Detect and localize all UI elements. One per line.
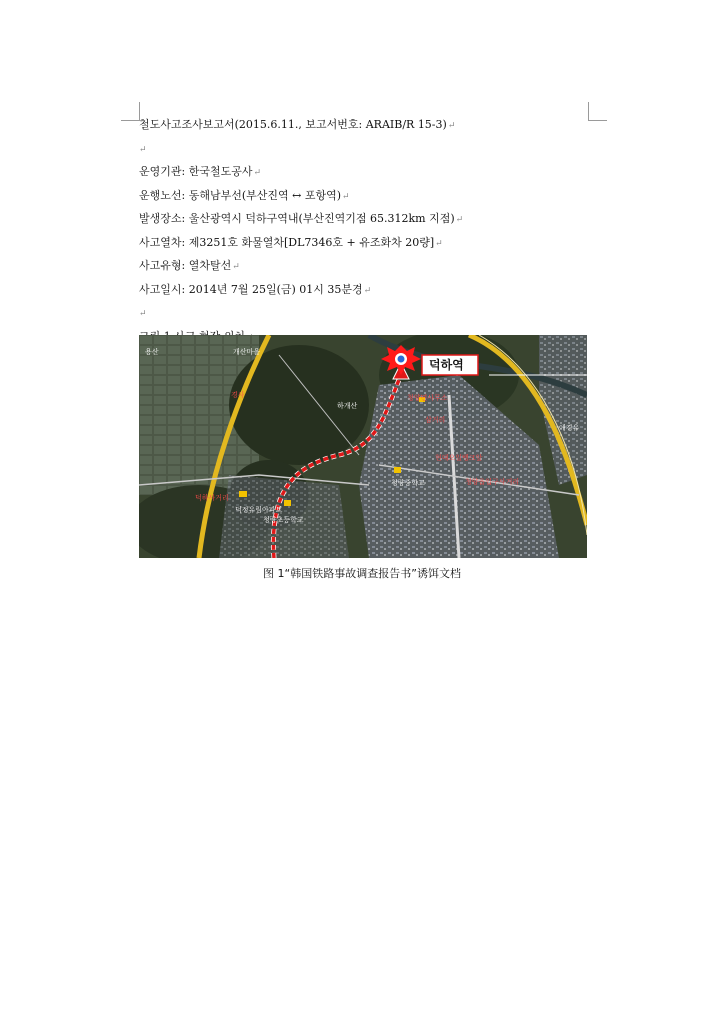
margin-corner-mark — [588, 102, 607, 121]
report-title-line: 철도사고조사보고서(2015.6.11., 보고서번호: ARAIB/R 15-3)↵ — [139, 118, 456, 131]
map-place-label: 개산마을 — [233, 348, 261, 356]
empty-line: ↵ — [139, 144, 147, 155]
map-place-label: 덕정유림아파트 — [235, 506, 283, 514]
map-place-label: 현대오일뱅크앞 — [435, 454, 483, 462]
map-place-label: 하개산 — [337, 402, 358, 410]
location-line: 발생장소: 울산광역시 덕하구역내(부산진역기점 65.312km 지점)↵ — [139, 212, 464, 225]
map-place-label: 덕하사거리 — [195, 494, 229, 502]
map-place-label: 경사 — [231, 391, 245, 399]
route-line: 운행노선: 동해남부선(부산진역 ↔ 포항역)↵ — [139, 188, 350, 202]
margin-corner-mark — [121, 102, 140, 121]
map-place-label: 청량중학교 — [391, 479, 425, 487]
map-place-label: 청양읍입구사거리 — [465, 478, 520, 486]
accident-type-line: 사고유형: 열차탈선↵ — [139, 259, 240, 272]
train-line: 사고열차: 제3251호 화물열차[DL7346호 + 유조화차 20량]↵ — [139, 235, 443, 249]
map-place-label: 애경유 — [559, 424, 580, 432]
accident-location-map — [139, 335, 587, 558]
satellite-map-image — [139, 335, 587, 558]
empty-line: ↵ — [139, 309, 147, 319]
accident-date-line: 사고일시: 2014년 7월 25일(금) 01시 35분경↵ — [139, 282, 372, 296]
station-label: 덕하역 — [429, 358, 464, 372]
document-body — [139, 118, 589, 353]
map-place-label: 삼거리 — [425, 416, 446, 424]
map-place-label: 청양면사무소 — [407, 394, 448, 402]
map-place-label: 청량초등학교 — [263, 516, 304, 524]
operator-line: 운영기관: 한국철도공사↵ — [139, 165, 262, 178]
figure-caption: 图 1“韩国铁路事故调查报告书”诱饵文档 — [263, 567, 461, 580]
map-place-label: 용산 — [145, 348, 159, 356]
